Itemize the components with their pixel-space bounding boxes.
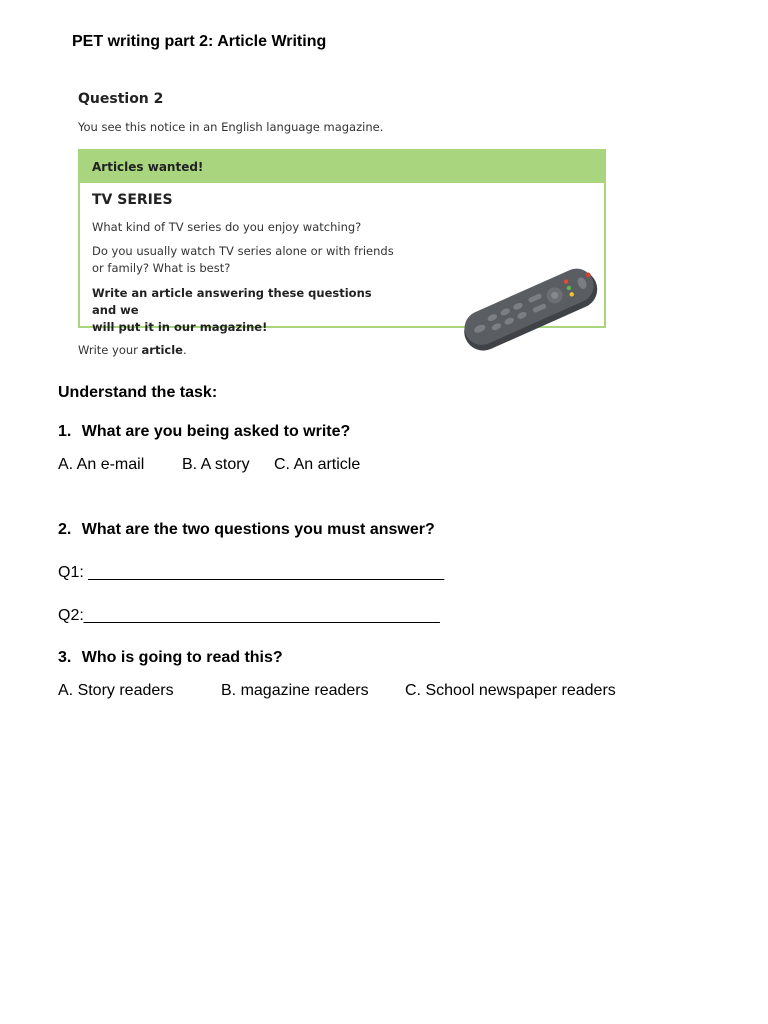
notice-line-2b: or family? What is best? — [92, 261, 231, 275]
question-3-text: Who is going to read this? — [81, 649, 283, 666]
write-prefix: Write your — [78, 343, 142, 357]
notice-line-1-text: What kind of TV series do you enjoy watching? — [92, 220, 362, 234]
q3-option-b[interactable]: B. magazine readers — [221, 682, 369, 699]
notice-header: Articles wanted! — [92, 160, 204, 174]
question-3 — [58, 649, 283, 667]
notice-title: TV SERIES — [92, 192, 173, 208]
notice-line-2a: Do you usually watch TV series alone or with friends — [92, 244, 394, 258]
q1-option-b[interactable]: B. A story — [182, 456, 250, 473]
understand-heading: Understand the task: — [58, 384, 218, 401]
answer-line-q2[interactable]: Q2:________________________________________ — [58, 607, 440, 624]
page-title: PET writing part 2: Article Writing — [72, 33, 327, 50]
write-suffix: . — [182, 343, 187, 357]
q1-option-c[interactable]: C. An article — [274, 456, 361, 473]
question-1-options — [58, 456, 360, 474]
answer-line-q1[interactable]: Q1: ________________________________________ — [58, 564, 445, 581]
question-1-number: 1. — [58, 423, 72, 440]
question-1 — [58, 423, 350, 441]
notice-instruction — [92, 285, 397, 336]
q1-option-a[interactable]: A. An e-mail — [58, 456, 145, 473]
notice-line-1 — [92, 219, 402, 236]
question-2-number: 2. — [58, 521, 72, 538]
notice-line-2 — [92, 243, 402, 277]
question-1-text: What are you being asked to write? — [81, 423, 351, 440]
question-3-options — [58, 682, 616, 700]
tv-remote-icon — [454, 264, 604, 354]
question-2-text: What are the two questions you must answer? — [81, 521, 435, 538]
write-instruction — [78, 343, 187, 357]
question-heading: Question 2 — [78, 91, 164, 107]
write-word: article — [141, 343, 183, 357]
question-2 — [58, 521, 435, 539]
exam-excerpt — [78, 88, 618, 363]
notice-line-3b: will put it in our magazine! — [92, 320, 268, 334]
notice-line-3a: Write an article answering these questions and we — [92, 286, 372, 317]
q3-option-a[interactable]: A. Story readers — [58, 682, 174, 699]
question-3-number: 3. — [58, 649, 72, 666]
q3-option-c[interactable]: C. School newspaper readers — [405, 682, 616, 699]
notice-header-bar — [80, 151, 604, 183]
question-intro: You see this notice in an English language magazine. — [78, 120, 384, 134]
